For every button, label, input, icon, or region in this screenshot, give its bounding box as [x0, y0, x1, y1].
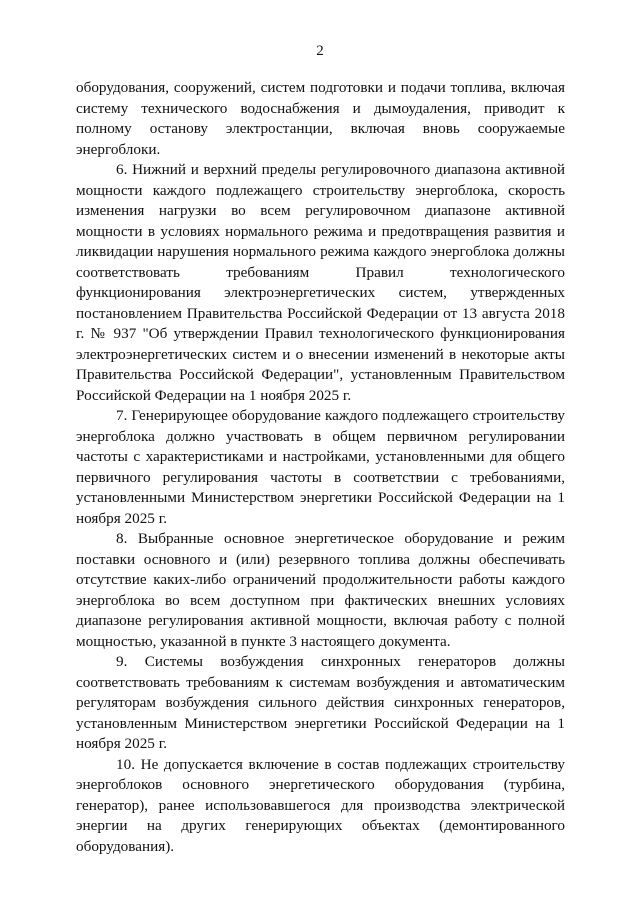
paragraph-item-7: 7. Генерирующее оборудование каждого подлежащего строительству энергоблока должно участвовать в общем первичном регулировании частоты с характеристиками и настройками, установленными для общего первичного регулирования частоты в соответствии с требованиями, установленными Министерством энергетики Российской Федерации на 1 ноября 2025 г.	[76, 407, 565, 527]
paragraph-item-6: 6. Нижний и верхний пределы регулировочного диапазона активной мощности каждого подлежащего строительству энергоблока, скорость изменения нагрузки во всем регулировочном диапазоне активной мощности в условиях нормального режима и предотвращения развития и ликвидации нарушения нормального режима каждого энергоблока должны соответствовать требованиям Правил технологического функционирования электроэнергетических систем, утвержденных постановлением Правительства Российской Федерации от 13 августа 2018 г. № 937 "Об утверждении Правил технологического функционирования электроэнергетических систем и о внесении изменений в некоторые акты Правительства Российской Федерации", установленным Правительством Российской Федерации на 1 ноября 2025 г.	[76, 161, 565, 404]
paragraph-item-10: 10. Не допускается включение в состав подлежащих строительству энергоблоков основного энергетического оборудования (турбина, генератор), ранее использовавшегося для производства электрической энергии на других генерирующих объектах (демонтированного оборудования).	[76, 755, 565, 855]
paragraph-continuation: оборудования, сооружений, систем подготовки и подачи топлива, включая систему технического водоснабжения и дымоудаления, приводит к полному останову электростанции, включая вновь сооружаемые энергоблоки.	[76, 79, 565, 158]
document-body	[76, 78, 565, 857]
page-number: 2	[316, 43, 324, 59]
paragraph-item-9: 9. Системы возбуждения синхронных генераторов должны соответствовать требованиям к системам возбуждения и автоматическим регуляторам возбуждения сильного действия синхронных генераторов, установленным Министерством энергетики Российской Федерации на 1 ноября 2025 г.	[76, 653, 565, 752]
paragraph-item-8: 8. Выбранные основное энергетическое оборудование и режим поставки основного и (или) резервного топлива должны обеспечивать отсутствие каких-либо ограничений продолжительности работы каждого энергоблока во всем доступном при фактических внешних условиях диапазоне регулирования активной мощности, включая работу с полной мощностью, указанной в пункте 3 настоящего документа.	[76, 530, 565, 650]
